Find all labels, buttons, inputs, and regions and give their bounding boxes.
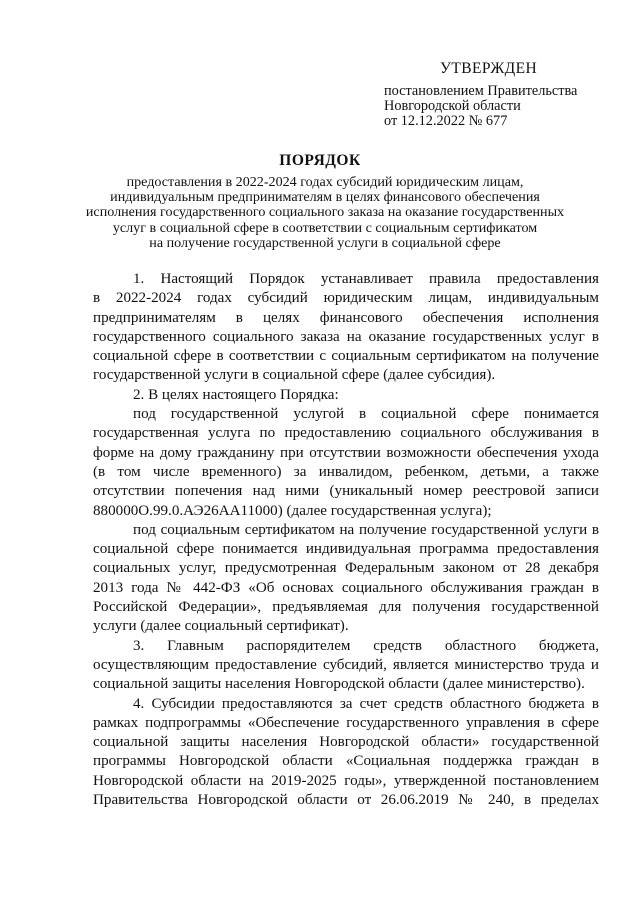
body-line: под социальным сертификатом на получение государственной услуги в — [133, 521, 599, 538]
subtitle-line: услуг в социальной сфере в соответствии с социальным сертификатом — [112, 219, 538, 236]
body-line: государственной услуги в социальной сфере (далее субсидия). — [93, 367, 496, 384]
body-line: отсутствии попечения над ними (уникальный номер реестровой записи — [93, 483, 599, 500]
body-line: социальных услуг, предусмотренная Федеральным законом от 28 декабря — [93, 560, 599, 577]
body-line: услуги (далее социальный сертификат). — [93, 618, 349, 635]
subtitle-line: индивидуальным предпринимателям в целях финансового обеспечения — [110, 189, 540, 206]
body-line: 880000О.99.0.АЭ26АА11000) (далее государственная услуга); — [93, 502, 492, 519]
body-line: программы Новгородской области «Социальная поддержка граждан в — [93, 753, 599, 770]
body-line: социальной сфере понимается индивидуальная программа предоставления — [93, 541, 599, 558]
document-subtitle — [60, 175, 590, 251]
body-line: социальной сфере в соответствии с социальным сертификатом на получение — [93, 348, 599, 365]
body-line: 3. Главным распорядителем средств областного бюджета, — [133, 637, 599, 654]
approval-line: постановлением Правительства — [384, 83, 578, 99]
body-line: 2013 года № 442-ФЗ «Об основах социального обслуживания граждан в — [93, 579, 599, 596]
body-line: Новгородской области на 2019-2025 годы», утвержденной постановлением — [93, 772, 599, 789]
subtitle-line: предоставления в 2022-2024 годах субсидий юридическим лицам, — [126, 174, 524, 190]
body-line: 2. В целях настоящего Порядка: — [133, 386, 339, 403]
body-line: государственная услуга по предоставлению социального обслуживания в — [93, 425, 599, 442]
body-line: 1. Настоящий Порядок устанавливает правила предоставления — [133, 271, 599, 287]
document-body — [93, 270, 599, 810]
body-line: осуществляющим предоставление субсидий, является министерство труда и — [93, 656, 599, 673]
body-line: 4. Субсидии предоставляются за счет средств областного бюджета в — [133, 695, 599, 712]
body-line: предпринимателям в целях финансового обеспечения исполнения — [93, 309, 599, 326]
body-line: социальной защиты населения Новгородской области (далее министерство). — [93, 676, 585, 693]
body-line: рамках подпрограммы «Обеспечение государственного управления в сфере — [93, 714, 599, 731]
approval-line: от 12.12.2022 № 677 — [384, 113, 508, 129]
body-line: (в том числе временного) за инвалидом, ребенком, детьми, а также — [93, 463, 599, 480]
body-line: форме на дому гражданину при отсутствии возможности обеспечения ухода — [93, 444, 599, 461]
approval-heading: УТВЕРЖДЕН — [440, 60, 538, 77]
approval-line: Новгородской области — [384, 98, 521, 114]
body-line: Правительства Новгородской области от 26.06.2019 № 240, в пределах — [93, 792, 599, 809]
body-line: под государственной услугой в социальной сфере понимается — [133, 406, 599, 423]
body-line: социальной защиты населения Новгородской области» государственной — [93, 734, 599, 751]
body-line: государственного социального заказа на оказание государственных услуг в — [93, 328, 599, 345]
approval-details — [384, 84, 624, 129]
document-title: ПОРЯДОК — [279, 152, 361, 169]
subtitle-line: исполнения государственного социального заказа на оказание государственных — [85, 204, 565, 221]
subtitle-line: на получение государственной услуги в социальной сфере — [149, 234, 501, 251]
body-line: в 2022-2024 годах субсидий юридическим лицам, индивидуальным — [93, 290, 599, 307]
body-line: Российской Федерации», предъявляемая для получения государственной — [93, 599, 599, 616]
